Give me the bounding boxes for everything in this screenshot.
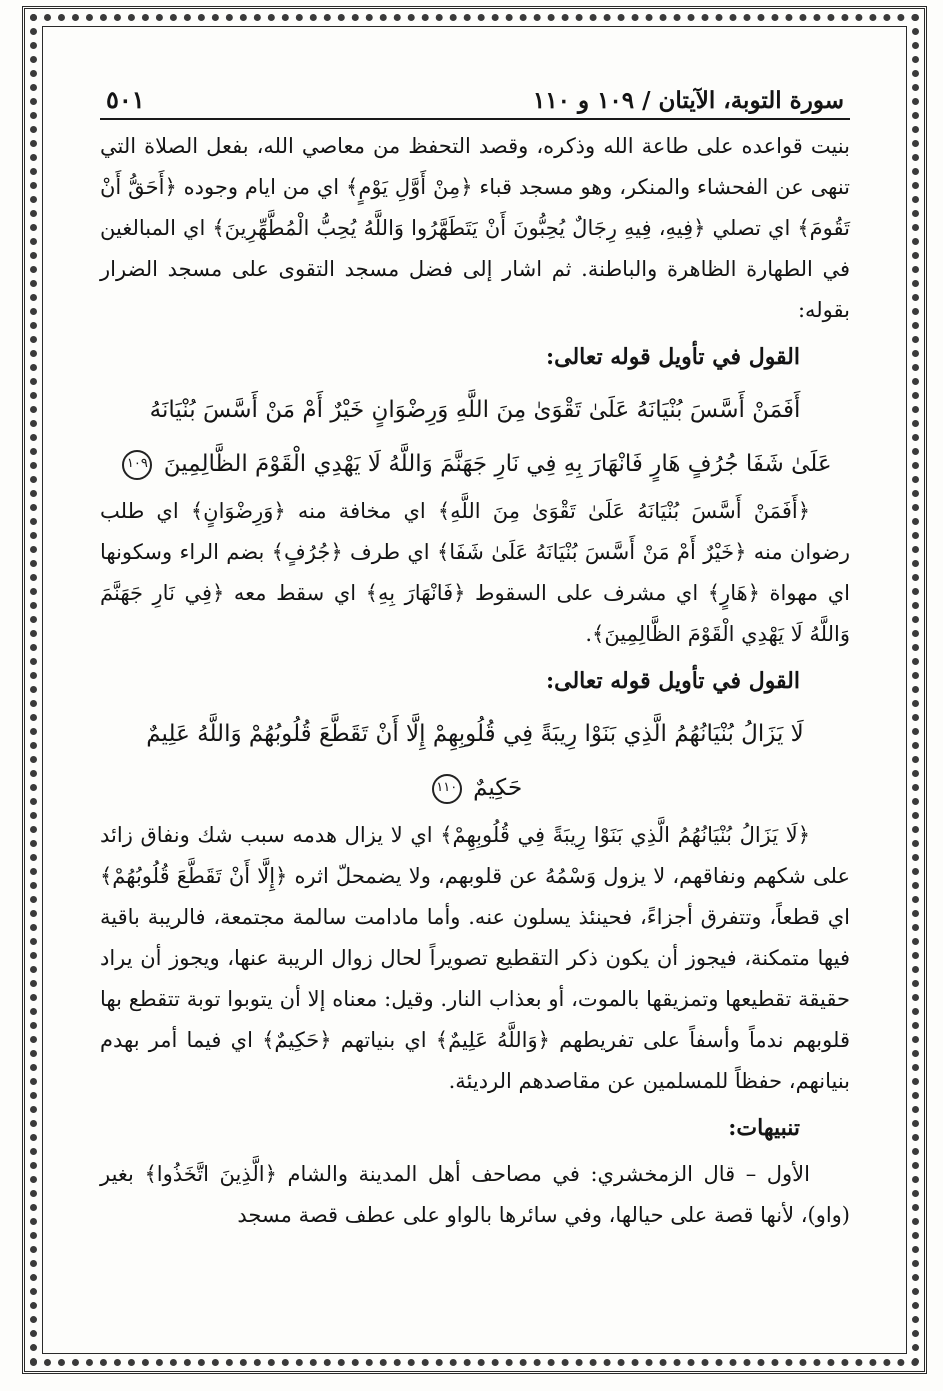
ayah-number-109: ١٠٩: [122, 450, 152, 480]
paragraph-1: بنيت قواعده على طاعة الله وذكره، وقصد التحفظ من معاصي الله، بفعل الصلاة التي تنهى عن الفحشاء والمنكر، وهو مسجد قباء ﴿مِنْ أَوَّلِ يَوْمٍ﴾ اي من ايام وجوده ﴿أَحَقُّ أَنْ تَقُومَ﴾ اي تصلي ﴿فِيهِ، فِيهِ رِجَالٌ يُحِبُّونَ أَنْ يَتَطَهَّرُوا وَاللَّهُ يُحِبُّ الْمُطَّهِّرِينَ﴾ اي المبالغين في الطهارة الظاهرة والباطنة. ثم اشار إلى فضل مسجد التقوى على مسجد الضرار بقوله:: [100, 134, 850, 322]
section-heading-110: القول في تأويل قوله تعالى:: [546, 668, 800, 694]
verse-109-line-2-text: عَلَىٰ شَفَا جُرُفٍ هَارٍ فَانْهَارَ بِهِ فِي نَارِ جَهَنَّمَ وَاللَّهُ لَا يَهْدِي الْقَوْمَ الظَّالِمِينَ: [163, 451, 832, 477]
verse-109-line-2: [100, 437, 850, 491]
verse-110-line-2-text: حَكِيمٌ: [473, 775, 523, 801]
page-number: ٥٠١: [106, 85, 145, 114]
section-heading-109: القول في تأويل قوله تعالى:: [546, 344, 800, 370]
paragraph-4: الأول – قال الزمخشري: في مصاحف أهل المدينة والشام ﴿الَّذِينَ اتَّخَذُوا﴾ بغير (واو)، لأنها قصة على حيالها، وفي سائرها بالواو على عطف قصة مسجد: [100, 1162, 850, 1227]
verse-110-line-1: لَا يَزَالُ بُنْيَانُهُمُ الَّذِي بَنَوْا رِيبَةً فِي قُلُوبِهِمْ إِلَّا أَنْ تَقَطَّعَ قُلُوبُهُمْ وَاللَّهُ عَلِيمٌ: [146, 721, 804, 747]
ayah-number-110: ١١٠: [432, 774, 462, 804]
section-heading-notes: تنبيهات:: [728, 1115, 800, 1141]
paragraph-3: ﴿لَا يَزَالُ بُنْيَانُهُمُ الَّذِي بَنَوْا رِيبَةً فِي قُلُوبِهِمْ﴾ اي لا يزال هدمه سبب شك ونفاق زائد على شكهم ونفاقهم، لا يزول وَسْمُهُ عن قلوبهم، ولا يضمحلّ اثره ﴿إِلَّا أَنْ تَقَطَّعَ قُلُوبُهُمْ﴾ اي قطعاً، وتتفرق أجزاءً، فحينئذ يسلون عنه. وأما مادامت سالمة مجتمعة، فالريبة باقية فيها متمكنة، فيجوز أن يكون ذكر التقطيع تصويراً لحال زوال الريبة عنها، ويجوز أن يراد حقيقة تقطيعها وتمزيقها بالموت، أو بعذاب النار. وقيل: معناه إلا أن يتوبوا توبة تتقطع بها قلوبهم ندماً وأسفاً على تفريطهم ﴿وَاللَّهُ عَلِيمٌ﴾ اي بنياتهم ﴿حَكِيمٌ﴾ اي فيما أمر بهدم بنيانهم، حفظاً للمسلمين عن مقاصدهم الرديئة.: [100, 823, 850, 1093]
paragraph-2: ﴿أَفَمَنْ أَسَّسَ بُنْيَانَهُ عَلَىٰ تَقْوَىٰ مِنَ اللَّهِ﴾ اي مخافة منه ﴿وَرِضْوَانٍ﴾ اي طلب رضوان منه ﴿خَيْرٌ أَمْ مَنْ أَسَّسَ بُنْيَانَهُ عَلَىٰ شَفَا﴾ اي طرف ﴿جُرُفٍ﴾ بضم الراء وسكونها اي مهواة ﴿هَارٍ﴾ اي مشرف على السقوط ﴿فَانْهَارَ بِهِ﴾ اي سقط معه ﴿فِي نَارِ جَهَنَّمَ وَاللَّهُ لَا يَهْدِي الْقَوْمَ الظَّالِمِينَ﴾.: [100, 499, 850, 646]
page-content: [100, 70, 850, 1236]
header-title: سورة التوبة، الآيتان / ١٠٩ و ١١٠: [532, 87, 844, 114]
verse-109-line-1: أَفَمَنْ أَسَّسَ بُنْيَانَهُ عَلَىٰ تَقْوَىٰ مِنَ اللَّهِ وَرِضْوَانٍ خَيْرٌ أَمْ مَنْ أَسَّسَ بُنْيَانَهُ: [149, 397, 801, 423]
verse-110-line-2: [100, 761, 850, 815]
running-header: [100, 70, 850, 120]
